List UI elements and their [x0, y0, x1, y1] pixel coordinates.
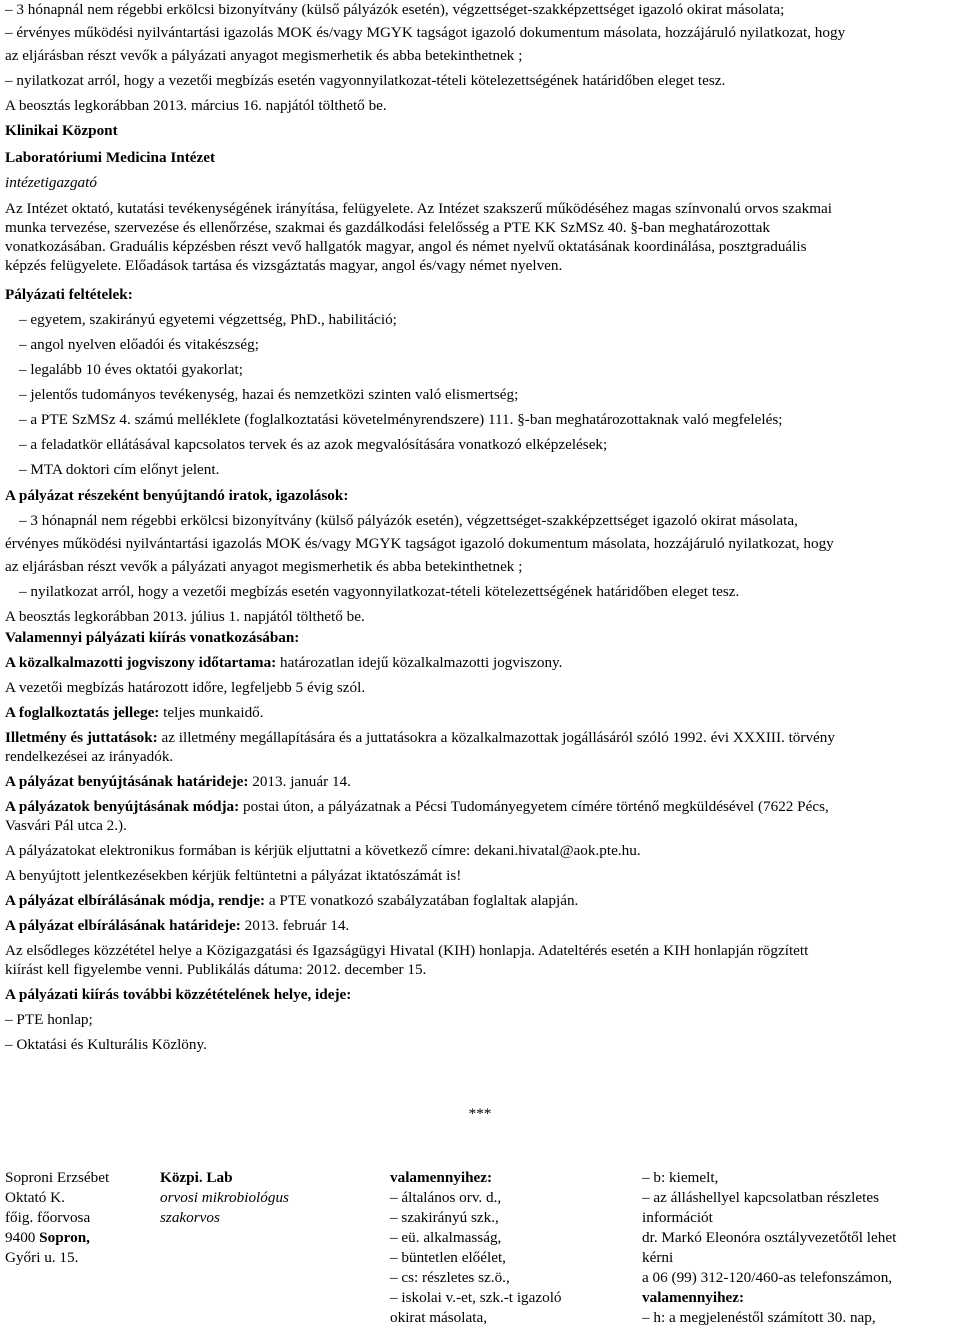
footer-requirement-item: – iskolai v.-et, szk.-t igazoló [390, 1289, 562, 1306]
footer-note-item: – h: a megjelenéstől számított 30. nap, [642, 1309, 876, 1326]
duration-value: határozatlan idejű közalkalmazotti jogviszony. [276, 654, 563, 671]
footer-col-requirements [390, 1168, 635, 1328]
desc-line-2: munka tervezése, szervezése és ellenőrzése, szakmai és gazdálkodási felelősség a PTE KK SzMSz 40. §-ban meghatározottak [5, 219, 770, 236]
footer-line: főig. főorvosa [5, 1209, 91, 1226]
deadline-value: 2013. január 14. [248, 773, 351, 790]
eval-deadline-label: A pályázat elbírálásának határideje: [5, 917, 241, 934]
top-line-2: – érvényes működési nyilvántartási igazolás MOK és/vagy MGYK tagságot igazoló dokumentum másolata, hozzájáruló nyilatkozat, hogy [5, 24, 846, 41]
separator-stars: *** [468, 1105, 492, 1122]
employment-line [5, 703, 946, 722]
condition-item: – MTA doktori cím előnyt jelent. [19, 461, 220, 478]
unit-heading: Klinikai Központ [5, 122, 118, 139]
eval-method-line [5, 891, 946, 910]
footer-name: Soproni Erzsébet [5, 1169, 110, 1186]
eval-method-label: A pályázat elbírálásának módja, rendje: [5, 892, 266, 909]
duration-line [5, 653, 946, 672]
condition-item: – a feladatkör ellátásával kapcsolatos tervek és az azok megvalósítására vonatkozó elképzelések; [19, 436, 608, 453]
condition-item: – jelentős tudományos tevékenység, hazai és nemzetközi szinten való elismertség; [19, 386, 519, 403]
documents-block [5, 486, 946, 626]
conditions-block [5, 285, 946, 479]
publication-line-1: Az elsődleges közzététel helye a Közigazgatási és Igazságügyi Hivatal (KIH) honlapja. Adateltérés esetén a KIH honlapján rögzített [5, 942, 809, 959]
footer-line: 9400 Sopron, [5, 1229, 90, 1246]
conditions-heading: Pályázati feltételek: [5, 286, 133, 303]
employment-label: A foglalkoztatás jellege: [5, 704, 160, 721]
condition-item: – egyetem, szakirányú egyetemi végzettség, PhD., habilitáció; [19, 311, 397, 328]
duration-label: A közalkalmazotti jogviszony időtartama: [5, 654, 277, 671]
eval-deadline-value: 2013. február 14. [240, 917, 350, 934]
further-item: – Oktatási és Kulturális Közlöny. [5, 1036, 207, 1053]
footer-col-position [160, 1168, 360, 1228]
top-requirements-block [5, 0, 946, 115]
general-block [5, 628, 946, 1054]
publication-line-2: kiírást kell figyelembe venni. Publikálás dátuma: 2012. december 15. [5, 961, 427, 978]
footer-requirement-item: okirat másolata, [390, 1309, 487, 1326]
footer-requirement-item: – szakirányú szk., [390, 1209, 499, 1226]
footer-note-item: kérni [642, 1249, 674, 1266]
method-line-1 [5, 797, 946, 816]
footer-note-item: a 06 (99) 312-120/460-as telefonszámon, [642, 1269, 893, 1286]
department-heading: Laboratóriumi Medicina Intézet [5, 149, 216, 166]
condition-item: – a PTE SzMSz 4. számú melléklete (foglalkoztatási követelményrendszere) 111. §-ban meghatározottaknak való megfelelés; [19, 411, 783, 428]
footer-position-title: Közpi. Lab [160, 1169, 233, 1186]
top-line-4: – nyilatkozat arról, hogy a vezetői megbízás esetén vagyonnyilatkozat-tételi kötelezettségének határidőben eleget tesz. [5, 72, 726, 89]
method-value: postai úton, a pályázatnak a Pécsi Tudományegyetem címére történő megküldésével (7622 Pécs, [239, 798, 829, 815]
document-line-3: az eljárásban részt vevők a pályázati anyagot megismerhetik és abba betekinthetnek ; [5, 558, 523, 575]
salary-value: az illetmény megállapítására és a juttatásokra a közalkalmazottak jogállásáról szóló 1992. évi XXXIII. törvény [157, 729, 835, 746]
reference-line: A benyújtott jelentkezésekben kérjük feltüntetni a pályázat iktatószámát is! [5, 867, 462, 884]
document-line-1: – 3 hónapnál nem régebbi erkölcsi bizonyítvány (külső pályázók esetén), végzettséget-szakképzettséget igazoló okirat másolata, [19, 512, 798, 529]
footer-line: Győri u. 15. [5, 1249, 79, 1266]
documents-heading: A pályázat részeként benyújtandó iratok, igazolások: [5, 487, 349, 504]
desc-line-4: képzés felügyelete. Előadások tartása és vizsgáztatás magyar, angol és/vagy német nyelven. [5, 257, 563, 274]
electronic-line: A pályázatokat elektronikus formában is kérjük eljuttatni a következő címre: dekani.hivatal@aok.pte.hu. [5, 842, 641, 859]
footer-line: Oktató K. [5, 1189, 65, 1206]
method-line-2: Vasvári Pál utca 2.). [5, 817, 127, 834]
salary-label: Illetmény és juttatások: [5, 729, 158, 746]
footer-note-item: – b: kiemelt, [642, 1169, 719, 1186]
top-line-3: az eljárásban részt vevők a pályázati anyagot megismerhetik és abba betekinthetnek ; [5, 47, 523, 64]
footer-note-title: valamennyihez: [642, 1289, 745, 1306]
desc-line-3: vonatkozásában. Graduális képzésben részt vevő hallgatók magyar, angol és német nyelvű oktatásának koordinálása, posztgraduális [5, 238, 807, 255]
condition-item: – legalább 10 éves oktatói gyakorlat; [19, 361, 243, 378]
salary-line-2: rendelkezései az irányadók. [5, 748, 174, 765]
footer-col-notes [642, 1168, 952, 1328]
footer-col-contact [5, 1168, 150, 1268]
top-line-1: – 3 hónapnál nem régebbi erkölcsi bizonyítvány (külső pályázók esetén), végzettséget-szakképzettséget igazoló okirat másolata; [5, 1, 785, 18]
document-line-2: érvényes működési nyilvántartási igazolás MOK és/vagy MGYK tagságot igazoló dokumentum másolata, hozzájáruló nyilatkozat, hogy [5, 535, 834, 552]
footer-position-line: szakorvos [160, 1209, 220, 1226]
footer-requirement-item: – általános orv. d., [390, 1189, 502, 1206]
footer-note-item: információt [642, 1209, 713, 1226]
documents-start-date: A beosztás legkorábban 2013. július 1. napjától tölthető be. [5, 608, 365, 625]
mandate-line: A vezetői megbízás határozott időre, legfeljebb 5 évig szól. [5, 679, 366, 696]
document-line-4: – nyilatkozat arról, hogy a vezetői megbízás esetén vagyonnyilatkozat-tételi kötelezettségének határidőben eleget tesz. [19, 583, 740, 600]
footer-requirement-item: – büntetlen előélet, [390, 1249, 506, 1266]
desc-line-1: Az Intézet oktató, kutatási tevékenységének irányítása, felügyelete. Az Intézet szakszerű működéséhez magas színvonalú orvos szakmai [5, 200, 832, 217]
further-heading: A pályázati kiírás további közzétételének helye, ideje: [5, 986, 352, 1003]
general-heading: Valamennyi pályázati kiírás vonatkozásában: [5, 629, 300, 646]
condition-item: – angol nyelven előadói és vitakészség; [19, 336, 259, 353]
employment-value: teljes munkaidő. [159, 704, 264, 721]
deadline-label: A pályázat benyújtásának határideje: [5, 773, 249, 790]
footer-requirements-title: valamennyihez: [390, 1169, 493, 1186]
position-block [5, 121, 946, 275]
footer-note-item: dr. Markó Eleonóra osztályvezetőtől lehet [642, 1229, 897, 1246]
top-start-date: A beosztás legkorábban 2013. március 16. napjától tölthető be. [5, 97, 387, 114]
footer-position-line: orvosi mikrobiológus [160, 1189, 289, 1206]
further-item: – PTE honlap; [5, 1011, 93, 1028]
footer-requirement-item: – eü. alkalmasság, [390, 1229, 502, 1246]
position-title: intézetigazgató [5, 174, 97, 191]
footer-note-item: – az álláshellyel kapcsolatban részletes [642, 1189, 879, 1206]
eval-method-value: a PTE vonatkozó szabályzatában foglaltak alapján. [265, 892, 579, 909]
salary-line-1 [5, 728, 946, 747]
eval-deadline-line [5, 916, 946, 935]
method-label: A pályázatok benyújtásának módja: [5, 798, 240, 815]
deadline-line [5, 772, 946, 791]
footer-requirement-item: – cs: részletes sz.ö., [390, 1269, 510, 1286]
